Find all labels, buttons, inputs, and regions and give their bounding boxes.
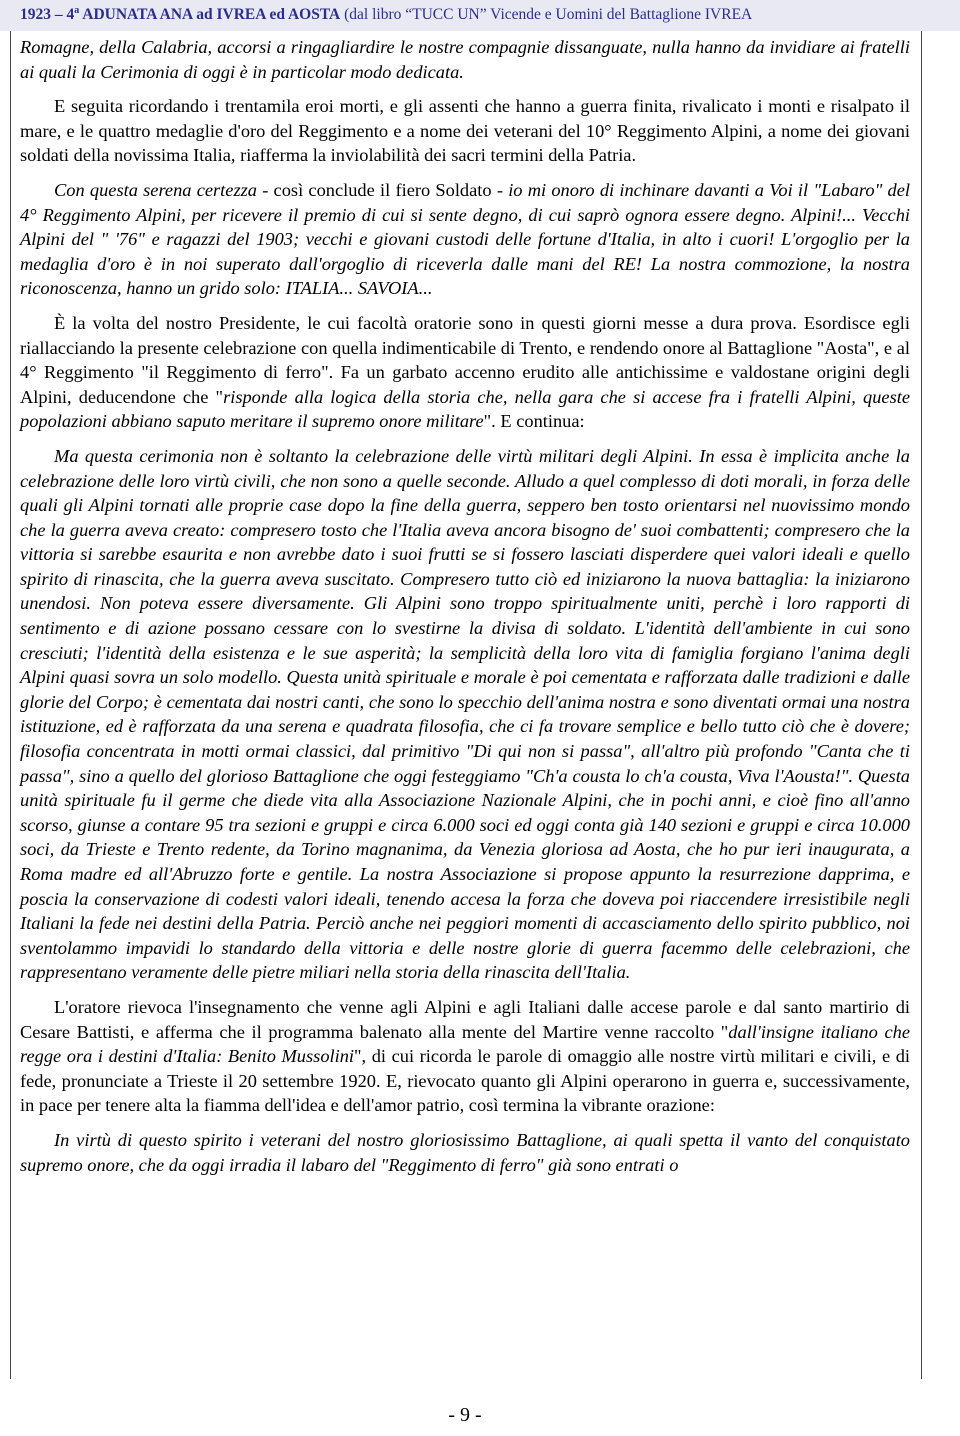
header-superscript: a bbox=[74, 5, 80, 16]
paragraph-5: Ma questa cerimonia non è soltanto la celebrazione delle virtù militari degli Alpini. In essa è implicita anche la celebrazione delle loro virtù civili, che non sono a quelle seconde. Alludo a quel complesso di doti morali, in forza delle quali gli Alpini tornati alle proprie case dopo la fine della guerra, seppero ben tosto orientarsi nel nuovissimo mondo che la guerra aveva creato: compresero tosto che l'Italia aveva ancora bisogno de' suoi combattenti; compresero che la vittoria si sarebbe esaurita e non avrebbe dato i suoi frutti se si fossero lasciati disperdere quei valori ideali e quello spirito di rinascita, che la guerra aveva suscitato. Compresero tutto ciò ed iniziarono la nuova battaglia: la iniziarono unendosi. Non poteva essere diversamente. Gli Alpini sono troppo spiritualmente uniti, perchè i loro rapporti di sentimento e di azione possano cessare con lo svestirne la divisa di soldato. L'identità dell'ambiente in cui sono cresciuti; l'identità della esistenza e le sue asperità; la semplicità della loro vita di famiglia forgiano l'anima degli Alpini quasi sovra un solo modello. Questa unità spirituale e morale è poi cementata e rafforzata dalle tradizioni e dalle glorie del Corpo; è cementata dai nostri canti, che sono lo specchio dell'anima nostra e sono diventati ormai una nostra istituzione, ed è rafforzata da una serena e quadrata filosofia, che ci fa trovare semplice e bello tutto ciò che è dovere; filosofia concentrata in motti ormai classici, dal primitivo "Di qui non si passa", all'altro più profondo "Canta che ti passa", sino a quello del glorioso Battaglione che oggi festeggiamo "Ch'a cousta lo ch'a cousta, Viva l'Aousta!". Questa unità spirituale fu il germe che diede vita alla Associazione Nazionale Alpini, che in pochi anni, e cioè fino all'anno scorso, giunse a contare 95 tra sezioni e gruppi e circa 6.000 soci ed oggi conta già 140 sezioni e gruppi e circa 10.000 soci, da Trieste e Trento redente, da Torino magnanima, da Venezia gloriosa ad Aosta, che ho pur ieri inaugurata, a Roma madre ed all'Abruzzo forte e gentile. La nostra Associazione si propose appunto la resurrezione dapprima, e poscia la conservazione di codesti valori ideali, tenendo accesa la forza che doveva poi riaccendere irresistibile negli Italiani la fede nei destini della Patria. Perciò anche nei peggiori momenti di accasciamento dello spirito pubblico, noi sventolammo impavidi lo standardo della vittoria e delle nostre glorie di guerra facemmo delle celebrazioni, che rappresentano veramente delle pietre miliari nella storia della rinascita dell'Italia. bbox=[20, 445, 910, 983]
page-body bbox=[20, 35, 910, 1187]
running-header bbox=[0, 0, 960, 31]
header-title: 1923 – 4$^a$ ADUNATA ANA ad IVREA ed AOSTA bbox=[20, 5, 341, 23]
paragraph-4: È la volta del nostro Presidente, le cui facoltà oratorie sono in questi giorni messe a dura prova. Esordisce egli riallacciando la presente celebrazione con quella indimenticabile di Trento, e rendendo onore al Battaglione "Aosta", e al 4° Reggimento "il Reggimento di ferro". Fa un garbato accenno erudito alle antichissime e valdostane origini degli Alpini, deducendone che "risponde alla logica della storia che, nella gara che si accese fra i fratelli Alpini, queste popolazioni abbiano saputo meritare il supremo onore militare". E continua: bbox=[20, 312, 910, 432]
paragraph-6: L'oratore rievoca l'insegnamento che venne agli Alpini e agli Italiani dalle accese parole e dal santo martirio di Cesare Battisti, e afferma che il programma balenato alla mente del Martire venne raccolto "dall'insigne italiano che regge ora i destini d'Italia: Benito Mussolini", di cui ricorda le parole di omaggio alle nostre virtù militari e civili, e di fede, pronunciate a Trieste il 20 settembre 1920. E, rievocato quanto gli Alpini operarono in guerra e, successivamente, in pace per tenere alta la fiamma dell'idea e dell'amor patrio, così termina la vibrante orazione: bbox=[20, 996, 911, 1116]
page-number: - 9 - bbox=[448, 1404, 482, 1426]
paragraph-7: In virtù di questo spirito i veterani del nostro gloriosissimo Battaglione, ai quali spetta il vanto del conquistato supremo onore, che da oggi irradia il labaro del "Reggimento di ferro" già sono entrati o bbox=[20, 1129, 910, 1175]
header-subtitle: (dal libro “TUCC UN” Vicende e Uomini del Battaglione IVREA bbox=[340, 6, 753, 23]
paragraph-3: Con questa serena certezza - così conclude il fiero Soldato - io mi onoro di inchinare davanti a Voi il "Labaro" del 4° Reggimento Alpini, per ricevere il premio di cui si sente degno, di cui saprò ognora essere degno. Alpini!... Vecchi Alpini del " '76" e ragazzi del 1903; vecchi e giovani custodi delle fortune d'Italia, in alto i cuori! L'orgoglio per la medaglia d'oro è in noi superato dall'orgoglio di riceverla dalle mani del RE! La nostra commozione, la nostra riconoscenza, hanno un grido solo: ITALIA... SAVOIA... bbox=[20, 179, 910, 299]
paragraph-1: Romagne, della Calabria, accorsi a ringagliardire le nostre compagnie dissanguate, nulla hanno da invidiare ai fratelli ai quali la Cerimonia di oggi è in particolar modo dedicata. bbox=[20, 37, 910, 82]
paragraph-2: E seguita ricordando i trentamila eroi morti, e gli assenti che hanno a guerra finita, rivalicato i monti e risalpato il mare, e le quattro medaglie d'oro del Reggimento e a nome dei veterani del 10° Reggimento Alpini, a nome dei giovani soldati della novissima Italia, riafferma la inviolabilità dei sacri termini della Patria. bbox=[20, 96, 910, 166]
